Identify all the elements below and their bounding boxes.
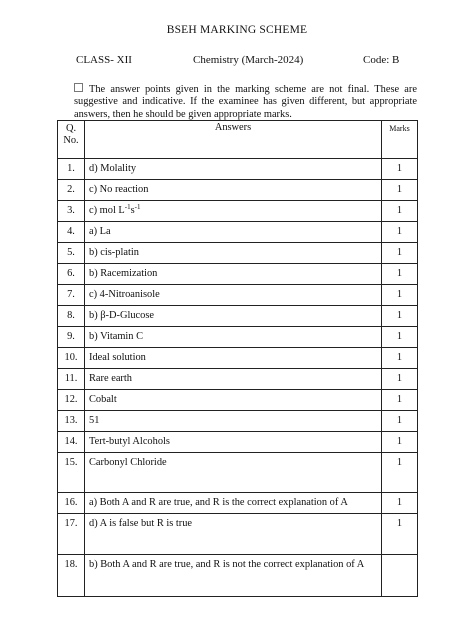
table-row xyxy=(58,159,418,180)
answer-cell: Cobalt xyxy=(85,390,382,411)
answer-cell: b) Both A and R are true, and R is not the correct explanation of A xyxy=(85,555,382,597)
answer-cell: c) No reaction xyxy=(85,180,382,201)
table-row xyxy=(58,201,418,222)
class-label: CLASS- XII xyxy=(76,54,132,66)
qno-cell: 13. xyxy=(58,411,85,432)
answer-cell: Ideal solution xyxy=(85,348,382,369)
marks-cell: 1 xyxy=(382,285,418,306)
marks-cell: 1 xyxy=(382,201,418,222)
table-row xyxy=(58,327,418,348)
subject-label: Chemistry (March-2024) xyxy=(193,54,304,66)
marks-cell: 1 xyxy=(382,264,418,285)
marks-cell: 1 xyxy=(382,432,418,453)
answer-cell: b) Racemization xyxy=(85,264,382,285)
qno-cell: 12. xyxy=(58,390,85,411)
qno-cell: 2. xyxy=(58,180,85,201)
qno-cell: 16. xyxy=(58,493,85,514)
qno-cell: 6. xyxy=(58,264,85,285)
table-row xyxy=(58,432,418,453)
qno-cell: 14. xyxy=(58,432,85,453)
qno-cell: 15. xyxy=(58,453,85,493)
answer-cell: Carbonyl Chloride xyxy=(85,453,382,493)
answer-cell: d) Molality xyxy=(85,159,382,180)
header-qno: Q. No. xyxy=(58,121,85,159)
table-row xyxy=(58,348,418,369)
answer-cell: Tert-butyl Alcohols xyxy=(85,432,382,453)
instruction-note xyxy=(74,83,417,121)
table-row xyxy=(58,306,418,327)
qno-cell: 18. xyxy=(58,555,85,597)
table-row xyxy=(58,555,418,597)
qno-cell: 7. xyxy=(58,285,85,306)
table-row xyxy=(58,243,418,264)
qno-cell: 3. xyxy=(58,201,85,222)
superscript: -1 xyxy=(124,203,131,211)
table-row xyxy=(58,411,418,432)
marks-cell: 1 xyxy=(382,453,418,493)
answer-text-unit: s xyxy=(130,205,135,216)
answer-cell: b) β-D-Glucose xyxy=(85,306,382,327)
qno-cell: 17. xyxy=(58,514,85,555)
answer-cell: 51 xyxy=(85,411,382,432)
superscript: -1 xyxy=(134,203,141,211)
answer-cell: b) cis-platin xyxy=(85,243,382,264)
header-answers: Answers xyxy=(85,121,382,159)
marking-table xyxy=(57,120,418,597)
answer-text: c) mol L xyxy=(89,205,125,216)
qno-cell: 9. xyxy=(58,327,85,348)
answer-cell: a) Both A and R are true, and R is the correct explanation of A xyxy=(85,493,382,514)
marks-cell: 1 xyxy=(382,514,418,555)
table-header-row xyxy=(58,121,418,159)
marks-cell: 1 xyxy=(382,327,418,348)
answer-cell: c) 4-Nitroanisole xyxy=(85,285,382,306)
marks-cell: 1 xyxy=(382,243,418,264)
qno-cell: 4. xyxy=(58,222,85,243)
table-row xyxy=(58,453,418,493)
instruction-text: The answer points given in the marking scheme are not final. These are suggestive and indicative. If the examinee has given different, but appropriate answers, then he should be given appropriate marks. xyxy=(74,84,417,120)
document-title: BSEH MARKING SCHEME xyxy=(166,24,308,36)
table-row xyxy=(58,493,418,514)
marks-cell: 1 xyxy=(382,411,418,432)
table-row xyxy=(58,390,418,411)
answer-cell: b) Vitamin C xyxy=(85,327,382,348)
answer-cell: d) A is false but R is true xyxy=(85,514,382,555)
marks-cell xyxy=(382,555,418,597)
marks-cell: 1 xyxy=(382,369,418,390)
answer-cell: Rare earth xyxy=(85,369,382,390)
table-row xyxy=(58,285,418,306)
table-row xyxy=(58,264,418,285)
qno-cell: 1. xyxy=(58,159,85,180)
table-row xyxy=(58,514,418,555)
marks-cell: 1 xyxy=(382,222,418,243)
qno-cell: 10. xyxy=(58,348,85,369)
marks-cell: 1 xyxy=(382,180,418,201)
table-row xyxy=(58,180,418,201)
code-label: Code: B xyxy=(363,54,400,66)
qno-cell: 5. xyxy=(58,243,85,264)
answer-cell: a) La xyxy=(85,222,382,243)
table-row xyxy=(58,222,418,243)
answer-cell xyxy=(85,201,382,222)
qno-cell: 11. xyxy=(58,369,85,390)
qno-cell: 8. xyxy=(58,306,85,327)
checkbox-bullet-icon xyxy=(74,83,83,92)
header-marks: Marks xyxy=(382,121,418,159)
marks-cell: 1 xyxy=(382,493,418,514)
marks-cell: 1 xyxy=(382,390,418,411)
table-row xyxy=(58,369,418,390)
marks-cell: 1 xyxy=(382,348,418,369)
marks-cell: 1 xyxy=(382,306,418,327)
marks-cell: 1 xyxy=(382,159,418,180)
